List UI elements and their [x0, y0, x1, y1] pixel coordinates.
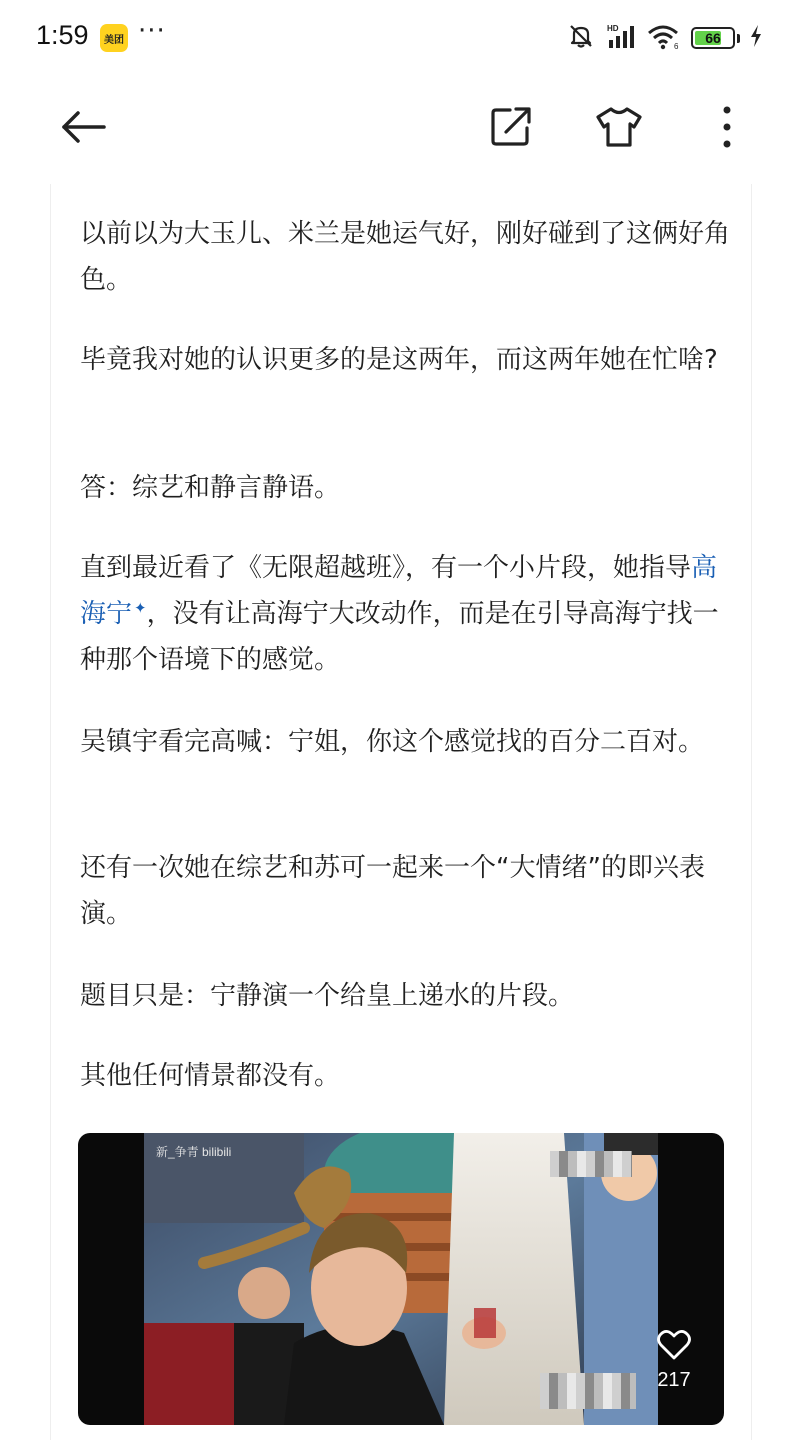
article-paragraph-1: 以前以为大玉儿、米兰是她运气好，刚好碰到了这俩好角色。 — [80, 219, 731, 295]
article-paragraph-7: 题目只是：宁静演一个给皇上递水的片段。 — [80, 981, 575, 1011]
status-time: 1:59 — [36, 20, 89, 50]
article-paragraph-5: 吴镇宇看完高喊：宁姐，你这个感觉找的百分二百对。 — [80, 727, 705, 757]
article-paragraph-2: 毕竟我对她的认识更多的是这两年，而这两年她在忙啥? — [80, 345, 718, 375]
tshirt-icon — [595, 104, 643, 150]
embedded-video[interactable] — [78, 1133, 724, 1425]
share-external-icon — [488, 104, 534, 150]
svg-text:HD: HD — [607, 24, 619, 33]
battery-cap — [737, 34, 740, 43]
paragraph-4-text-start: 直到最近看了《无限超越班》，有一个小片段，她指导 — [80, 553, 692, 583]
video-thumbnail — [144, 1133, 658, 1425]
wifi-icon — [647, 22, 681, 54]
battery-icon — [691, 27, 735, 49]
battery-level: 66 — [705, 30, 721, 46]
theme-button[interactable] — [594, 102, 644, 152]
sparkle-icon: ✦ — [134, 599, 147, 617]
svg-text:6: 6 — [674, 42, 679, 50]
top-nav-bar — [0, 76, 802, 176]
share-button[interactable] — [486, 102, 536, 152]
arrow-left-icon — [58, 102, 108, 152]
back-button[interactable] — [58, 102, 108, 152]
cellular-signal-icon — [605, 22, 637, 54]
article-paragraph-3: 答：综艺和静言静语。 — [80, 473, 341, 503]
heart-outline-icon — [657, 1329, 691, 1361]
like-count: 217 — [657, 1369, 691, 1391]
video-watermark: 新_争青 bilibili — [156, 1145, 232, 1159]
charging-bolt-icon — [750, 25, 762, 51]
article-paragraph-8: 其他任何情景都没有。 — [80, 1061, 341, 1091]
blurred-caption — [550, 1151, 632, 1177]
more-notifications-icon: ··· — [138, 16, 166, 46]
blurred-caption — [540, 1373, 636, 1409]
paragraph-4-text-end: ，没有让高海宁大改动作，而是在引导高海宁找一种那个语境下的感觉。 — [80, 599, 719, 675]
like-button[interactable] — [654, 1329, 694, 1392]
article-paragraph-6: 还有一次她在综艺和苏可一起来一个“大情绪”的即兴表演。 — [80, 853, 705, 929]
article-paragraph-4 — [80, 545, 730, 683]
more-options-button[interactable] — [702, 102, 752, 152]
person-link-gao-haining[interactable]: 高海宁 — [80, 553, 718, 629]
bell-muted-icon — [567, 22, 595, 54]
more-vertical-icon — [702, 102, 752, 152]
status-icons — [567, 22, 762, 54]
meituan-app-icon: 美团 — [100, 24, 128, 52]
status-bar — [0, 0, 802, 76]
